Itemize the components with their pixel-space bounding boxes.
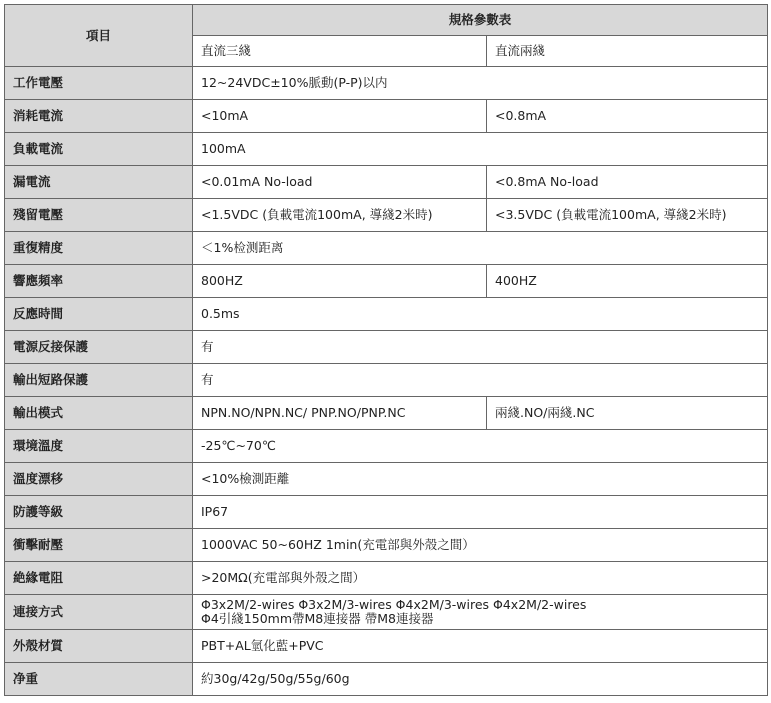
table-row <box>5 166 768 199</box>
table-row <box>5 331 768 364</box>
row-label: 衝擊耐壓 <box>5 529 193 562</box>
row-label: 溫度漂移 <box>5 463 193 496</box>
row-label: 净重 <box>5 663 193 696</box>
table-row <box>5 463 768 496</box>
row-value-two-wire: <0.8mA <box>487 100 768 133</box>
row-label: 電源反接保護 <box>5 331 193 364</box>
table-row <box>5 430 768 463</box>
table-row <box>5 265 768 298</box>
table-row <box>5 529 768 562</box>
header-three-wire: 直流三綫 <box>193 36 487 67</box>
row-label: 絶緣電阻 <box>5 562 193 595</box>
table-row <box>5 562 768 595</box>
table-row <box>5 595 768 630</box>
row-label: 工作電壓 <box>5 67 193 100</box>
spec-table <box>4 4 768 696</box>
row-value: 100mA <box>193 133 768 166</box>
row-value-two-wire: <3.5VDC (負載電流100mA, 導綫2米時) <box>487 199 768 232</box>
row-value-two-wire: <0.8mA No-load <box>487 166 768 199</box>
row-value: 0.5ms <box>193 298 768 331</box>
row-label: 重復精度 <box>5 232 193 265</box>
header-spec-title: 規格參數表 <box>193 5 768 36</box>
row-value: 約30g/42g/50g/55g/60g <box>193 663 768 696</box>
row-value-two-wire: 400HZ <box>487 265 768 298</box>
row-value-three-wire: <1.5VDC (負載電流100mA, 導綫2米時) <box>193 199 487 232</box>
table-row <box>5 397 768 430</box>
header-item: 項目 <box>5 5 193 67</box>
table-row <box>5 100 768 133</box>
row-label: 漏電流 <box>5 166 193 199</box>
connection-line-1: Φ3x2M/2-wires Φ3x2M/3-wires Φ4x2M/3-wires Φ4x2M/2-wires <box>201 597 587 612</box>
table-row <box>5 133 768 166</box>
row-value: IP67 <box>193 496 768 529</box>
row-value-two-wire: 兩綫.NO/兩綫.NC <box>487 397 768 430</box>
row-value: PBT+AL氫化藍+PVC <box>193 630 768 663</box>
row-label: 消耗電流 <box>5 100 193 133</box>
table-row <box>5 663 768 696</box>
table-row <box>5 496 768 529</box>
table-row <box>5 232 768 265</box>
row-value: -25℃~70℃ <box>193 430 768 463</box>
row-value: 有 <box>193 331 768 364</box>
table-row <box>5 630 768 663</box>
connection-line-2: Φ4引綫150mm帶M8連接器 帶M8連接器 <box>201 611 434 626</box>
row-label: 環境溫度 <box>5 430 193 463</box>
row-label: 負載電流 <box>5 133 193 166</box>
row-label: 響應頻率 <box>5 265 193 298</box>
row-value: 12~24VDC±10%脈動(P-P)以内 <box>193 67 768 100</box>
row-value-three-wire: 800HZ <box>193 265 487 298</box>
row-value-three-wire: <10mA <box>193 100 487 133</box>
row-value: >20MΩ(充電部與外殼之間） <box>193 562 768 595</box>
table-row <box>5 298 768 331</box>
row-label: 輸出模式 <box>5 397 193 430</box>
row-value: 1000VAC 50~60HZ 1min(充電部與外殼之間） <box>193 529 768 562</box>
row-label: 輸出短路保護 <box>5 364 193 397</box>
row-label: 殘留電壓 <box>5 199 193 232</box>
row-value: <10%檢測距離 <box>193 463 768 496</box>
table-row <box>5 199 768 232</box>
row-label: 反應時間 <box>5 298 193 331</box>
row-value-three-wire: NPN.NO/NPN.NC/ PNP.NO/PNP.NC <box>193 397 487 430</box>
row-value-three-wire: <0.01mA No-load <box>193 166 487 199</box>
row-value: 有 <box>193 364 768 397</box>
row-value: ＜1%检测距离 <box>193 232 768 265</box>
table-row <box>5 364 768 397</box>
row-label: 外殼材質 <box>5 630 193 663</box>
header-two-wire: 直流兩綫 <box>487 36 768 67</box>
row-label: 連接方式 <box>5 595 193 630</box>
row-value <box>193 595 768 630</box>
table-row <box>5 67 768 100</box>
row-label: 防護等級 <box>5 496 193 529</box>
